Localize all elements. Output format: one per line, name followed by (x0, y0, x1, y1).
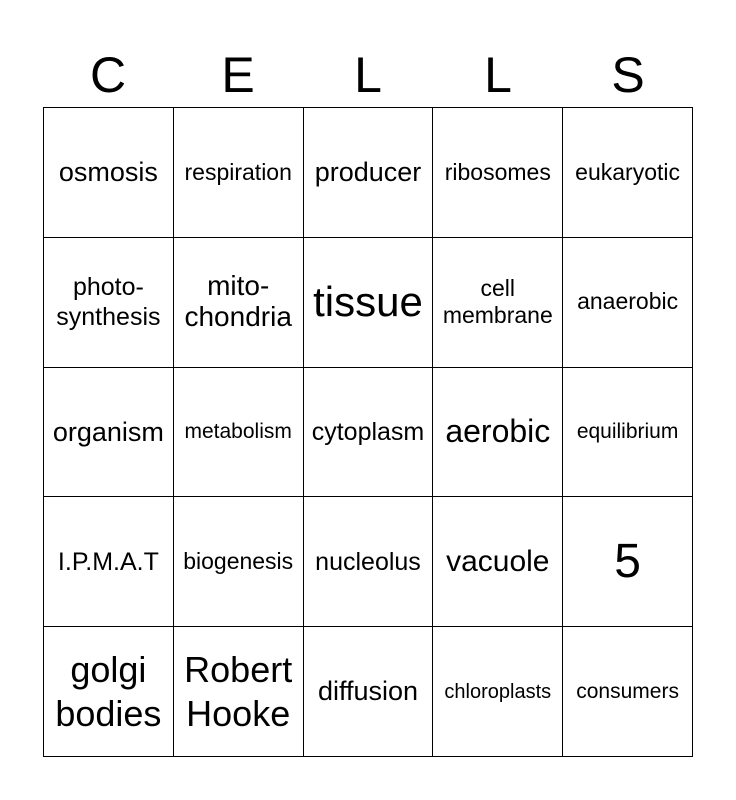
cell-text: tissue (313, 278, 423, 326)
bingo-cell[interactable] (304, 627, 434, 757)
cell-text: organism (52, 416, 164, 447)
cell-text: vacuole (446, 545, 550, 579)
cell-text: respiration (184, 158, 292, 185)
bingo-cell[interactable] (174, 108, 304, 238)
header-letter-s: S (611, 47, 645, 103)
bingo-cell[interactable] (174, 238, 304, 368)
header-letter-l1: L (354, 47, 382, 103)
header-letter-e: E (221, 47, 255, 103)
bingo-cell[interactable] (44, 368, 174, 498)
cell-text: diffusion (317, 676, 419, 707)
bingo-cell[interactable] (174, 627, 304, 757)
bingo-cell[interactable] (174, 497, 304, 627)
cell-text: anaerobic (577, 288, 679, 315)
bingo-cell[interactable] (433, 497, 563, 627)
bingo-cell[interactable] (433, 238, 563, 368)
bingo-cell[interactable] (433, 627, 563, 757)
bingo-cell[interactable] (304, 108, 434, 238)
cell-text: osmosis (58, 157, 158, 188)
bingo-cell[interactable] (304, 238, 434, 368)
cell-text: ribosomes (444, 158, 551, 185)
cell-text: metabolism (184, 420, 292, 444)
bingo-cell[interactable] (433, 108, 563, 238)
bingo-cell[interactable] (563, 497, 693, 627)
bingo-cell[interactable] (174, 368, 304, 498)
cell-text: equilibrium (576, 420, 679, 444)
bingo-cell[interactable] (563, 108, 693, 238)
bingo-cell[interactable] (44, 238, 174, 368)
cell-text: cell membrane (442, 274, 553, 329)
cell-text: I.P.M.A.T (57, 547, 159, 576)
cell-text: mito- chondria (184, 270, 292, 333)
bingo-cell[interactable] (304, 368, 434, 498)
cell-text: Robert Hooke (184, 649, 293, 734)
bingo-header (43, 44, 693, 106)
bingo-board (43, 107, 693, 757)
cell-text: photo- synthesis (56, 273, 161, 332)
bingo-cell[interactable] (44, 497, 174, 627)
cell-text: consumers (576, 680, 679, 703)
cell-text: producer (314, 157, 422, 188)
cell-text: chloroplasts (444, 680, 552, 703)
bingo-cell[interactable] (563, 627, 693, 757)
cell-text: biogenesis (183, 547, 294, 574)
cell-text: eukaryotic (575, 158, 680, 185)
header-letter-l2: L (484, 47, 512, 103)
cell-text: 5 (614, 534, 641, 588)
cell-text: cytoplasm (311, 417, 425, 446)
bingo-cell[interactable] (44, 108, 174, 238)
bingo-cell[interactable] (433, 368, 563, 498)
bingo-cell[interactable] (563, 238, 693, 368)
cell-text: aerobic (445, 413, 551, 450)
header-letter-c: C (89, 47, 127, 103)
cell-text: golgi bodies (55, 649, 162, 734)
bingo-cell[interactable] (304, 497, 434, 627)
bingo-cell[interactable] (44, 627, 174, 757)
cell-text: nucleolus (315, 547, 421, 576)
bingo-cell[interactable] (563, 368, 693, 498)
